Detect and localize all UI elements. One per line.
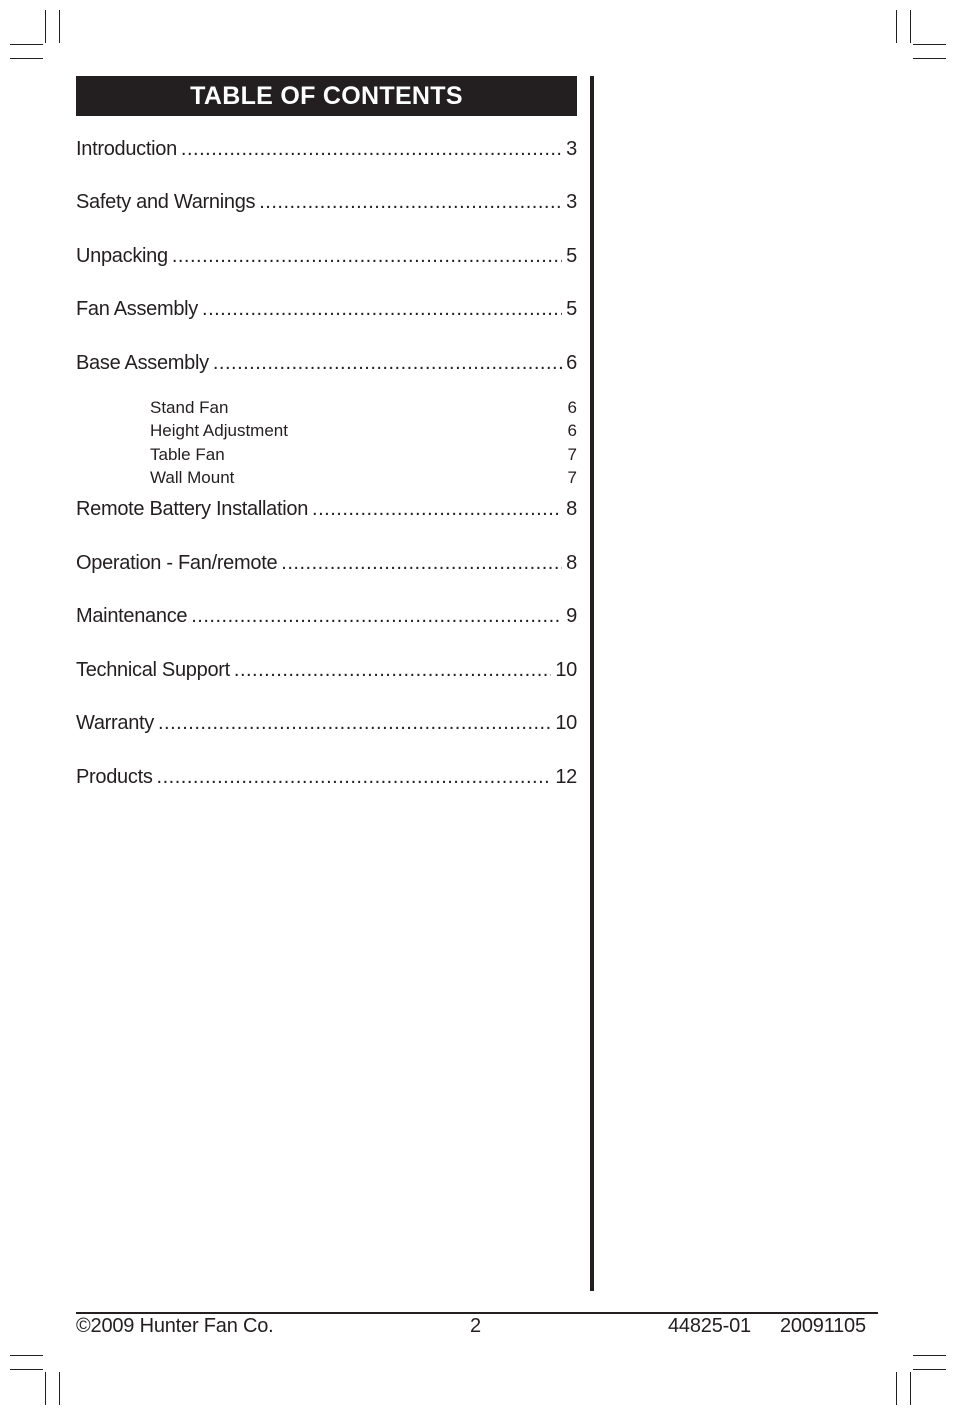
crop-mark [10, 44, 43, 45]
toc-entry-label: Technical Support [76, 659, 230, 681]
crop-mark [896, 1372, 897, 1405]
dot-leader [259, 191, 562, 214]
toc-entry-page: 10 [555, 712, 577, 734]
dot-leader [191, 605, 562, 628]
dot-leader [312, 498, 562, 521]
footer-copyright: ©2009 Hunter Fan Co. [76, 1315, 274, 1337]
toc-entry-label: Products [76, 766, 153, 788]
toc-subentry-page: 7 [567, 445, 577, 464]
toc-subentry-table-fan[interactable] [150, 445, 577, 467]
footer-page-number: 2 [470, 1315, 481, 1337]
toc-entry-page: 3 [566, 138, 577, 160]
toc-subentry-page: 6 [567, 421, 577, 440]
crop-mark [910, 10, 911, 43]
toc-subentry-page: 6 [567, 398, 577, 417]
toc-subentry-wall-mount[interactable] [150, 468, 577, 490]
toc-entry-fan-assembly[interactable] [76, 298, 577, 326]
toc-entry-base-assembly[interactable] [76, 352, 577, 380]
toc-entry-operation-fan-remote[interactable] [76, 552, 577, 580]
toc-entry-page: 9 [566, 605, 577, 627]
dot-leader [213, 352, 562, 375]
toc-heading-text: TABLE OF CONTENTS [190, 81, 463, 110]
toc-entry-label: Safety and Warnings [76, 191, 256, 213]
toc-entry-page: 8 [566, 498, 577, 520]
toc-subentry-page: 7 [567, 468, 577, 487]
toc-entry-page: 12 [555, 766, 577, 788]
dot-leader [281, 552, 562, 575]
toc-entry-label: Operation - Fan/remote [76, 552, 278, 574]
toc-entry-label: Maintenance [76, 605, 188, 627]
toc-entry-products[interactable] [76, 766, 577, 794]
toc-entry-label: Unpacking [76, 245, 168, 267]
toc-entry-label: Fan Assembly [76, 298, 199, 320]
toc-entry-unpacking[interactable] [76, 245, 577, 273]
toc-entry-maintenance[interactable] [76, 605, 577, 633]
toc-entry-label: Base Assembly [76, 352, 209, 374]
footer-doc-date: 20091105 [780, 1315, 866, 1337]
toc-entry-page: 6 [566, 352, 577, 374]
toc-entry-page: 10 [555, 659, 577, 681]
toc-entry-page: 5 [566, 245, 577, 267]
toc-subentry-label: Height Adjustment [150, 421, 288, 440]
toc-entry-page: 3 [566, 191, 577, 213]
crop-mark [45, 10, 46, 43]
toc-subentry-label: Wall Mount [150, 468, 235, 487]
toc-subentry-label: Table Fan [150, 445, 225, 464]
toc-entry-page: 8 [566, 552, 577, 574]
crop-mark [45, 1372, 46, 1405]
toc-entry-safety-and-warnings[interactable] [76, 191, 577, 219]
dot-leader [157, 766, 552, 789]
crop-mark [913, 1355, 946, 1356]
toc-subentry-height-adjustment[interactable] [150, 421, 577, 443]
toc-entry-introduction[interactable] [76, 138, 577, 166]
toc-entry-technical-support[interactable] [76, 659, 577, 687]
toc-entry-label: Introduction [76, 138, 177, 160]
dot-leader [172, 245, 562, 268]
dot-leader [234, 659, 551, 682]
crop-mark [913, 58, 946, 59]
toc-entry-page: 5 [566, 298, 577, 320]
crop-mark [896, 10, 897, 43]
dot-leader [181, 138, 562, 161]
crop-mark [59, 1372, 60, 1405]
footer-doc-code: 44825-01 [668, 1315, 751, 1337]
toc-entry-warranty[interactable] [76, 712, 577, 740]
dot-leader [158, 712, 551, 735]
toc-heading [76, 76, 577, 116]
toc-subentry-label: Stand Fan [150, 398, 229, 417]
toc-entry-label: Remote Battery Installation [76, 498, 309, 520]
column-divider [590, 76, 594, 1291]
footer-rule [76, 1312, 878, 1314]
dot-leader [202, 298, 562, 321]
crop-mark [913, 1369, 946, 1370]
crop-mark [913, 44, 946, 45]
crop-mark [59, 10, 60, 43]
crop-mark [910, 1372, 911, 1405]
toc-subentry-stand-fan[interactable] [150, 398, 577, 420]
toc-entry-remote-battery-installation[interactable] [76, 498, 577, 526]
crop-mark [10, 1369, 43, 1370]
crop-mark [10, 58, 43, 59]
toc-entry-label: Warranty [76, 712, 154, 734]
crop-mark [10, 1355, 43, 1356]
